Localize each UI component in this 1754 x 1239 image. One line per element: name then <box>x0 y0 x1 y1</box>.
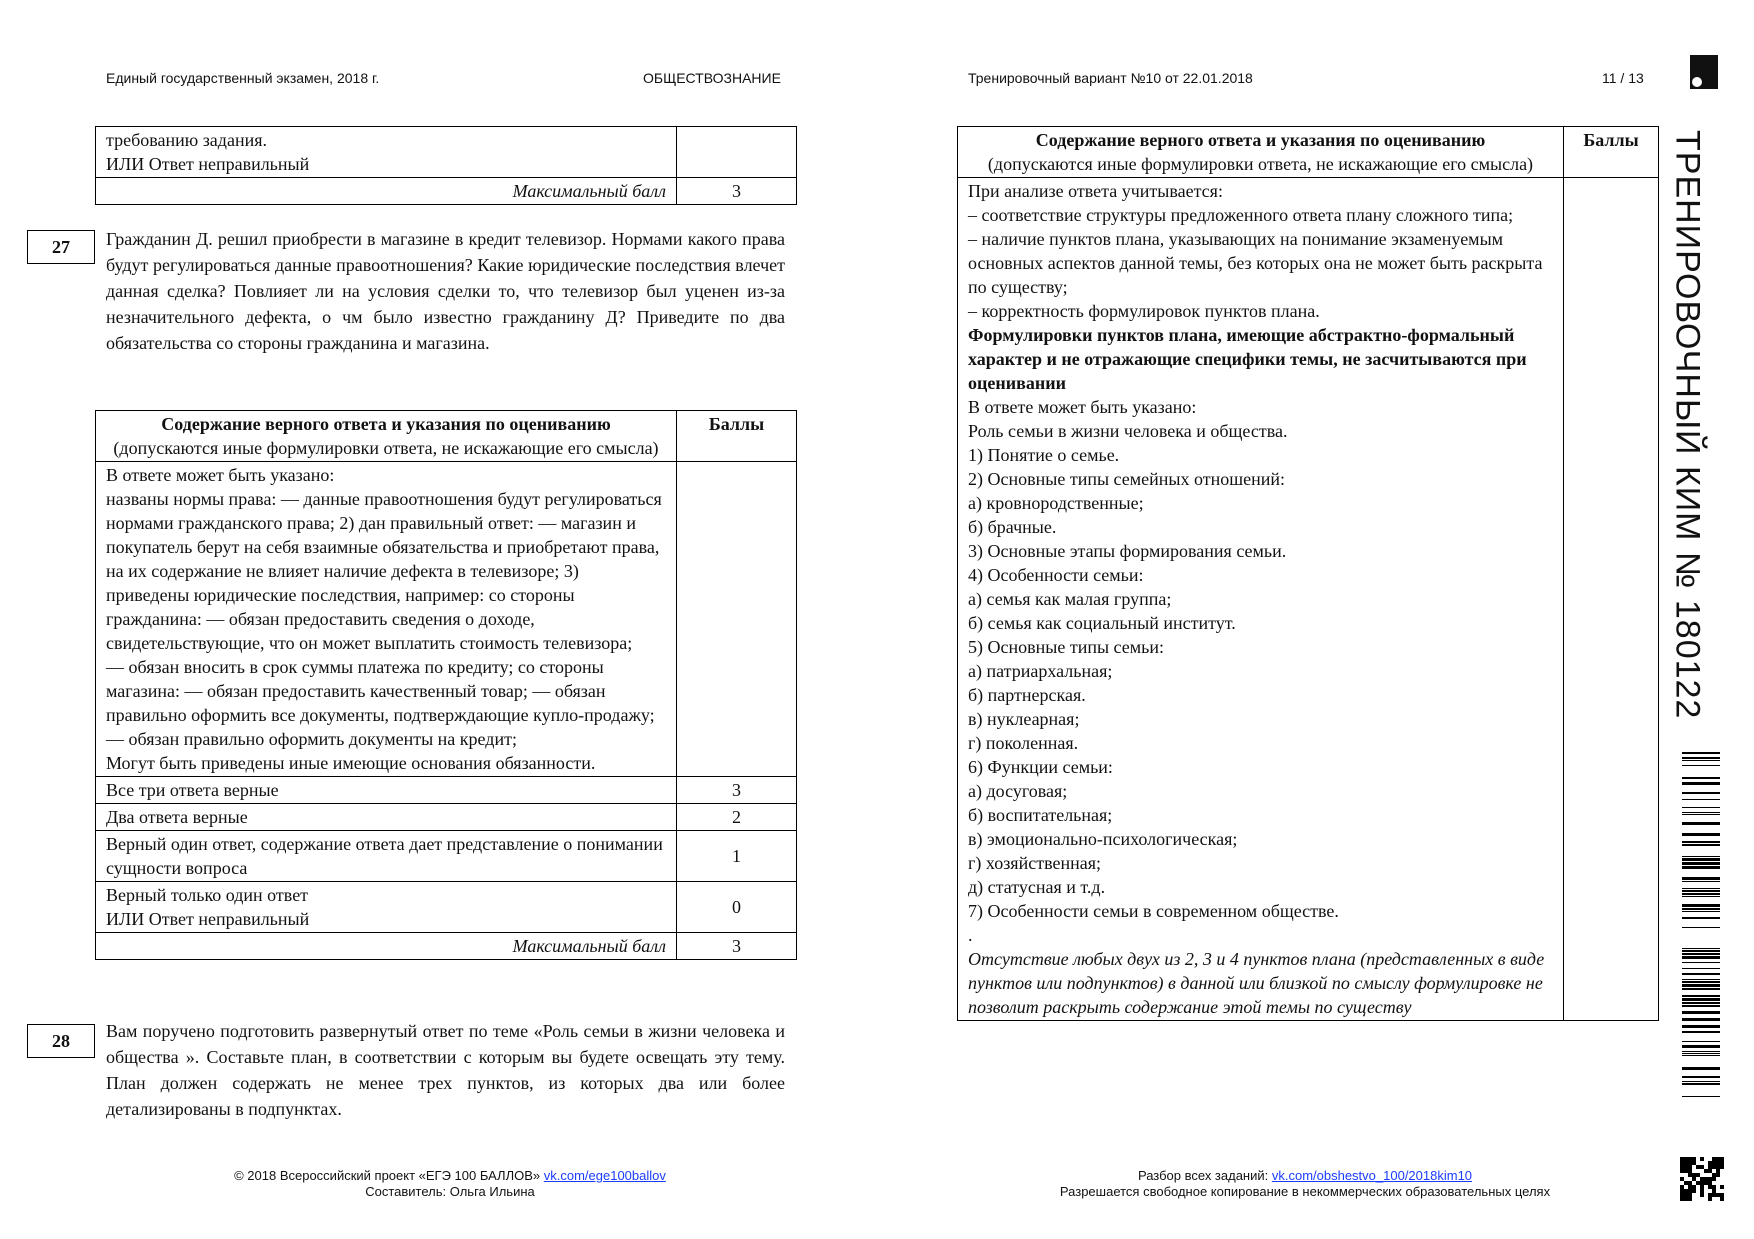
barcode-icon <box>1682 752 1720 1102</box>
score-row: Верный только один ответ ИЛИ Ответ неправильный 0 <box>96 882 797 933</box>
max-score-value: 3 <box>677 178 797 205</box>
score-row: Два ответа верные 2 <box>96 804 797 831</box>
task-28-text: Вам поручено подготовить развернутый ответ по теме «Роль семьи в жизни человека и общества ». Составьте план, в соответствии с которым вы будете освещать эту тему. План должен содержать не менее трех пунктов, из которых два или более детализированы в подпунктах. <box>106 1021 785 1119</box>
answer-content: При анализе ответа учитывается: – соответствие структуры предложенного ответа плану сложного типа; – наличие пунктов плана, указывающих на понимание экзаменуемым основных аспектов данной темы, без которых она не может быть раскрыта по существу; – корректность формулировок пунктов плана. Формулировки пунктов плана, имеющие абстрактно-формальный характер и не отражающие специфики темы, не засчитываются при оценивании В ответе может быть указано: Роль семьи в жизни человека и общества. 1) Понятие о семье. 2) Основные типы семейных отношений: а) кровнородственные; б) брачные. 3) Основные этапы формирования семьи. 4) Особенности семьи: а) семья как малая группа; б) семья как социальный институт. 5) Основные типы семьи: а) патриархальная; б) партнерская. в) нуклеарная; г) поколенная. 6) Функции семьи: а) досуговая; б) воспитательная; в) эмоционально-психологическая; г) хозяйственная; д) статусная и т.д. 7) Особенности семьи в современном обществе. . Отсутствие любых двух из 2, 3 и 4 пунктов плана (представленных в виде пунктов или подпунктов) в данной или близкой по смыслу формулировке не позволит раскрыть содержание этой темы по существу <box>958 178 1564 1021</box>
logo-icon <box>1690 55 1718 89</box>
bold-note: Формулировки пунктов плана, имеющие абстрактно-формальный характер и не отражающие специфики темы, не засчитываются при оценивании <box>968 325 1527 393</box>
page-number: 11 / 13 <box>1602 70 1644 86</box>
exam-title: Единый государственный экзамен, 2018 г. <box>106 70 380 86</box>
subject-title: ОБЩЕСТВОЗНАНИЕ <box>643 70 781 86</box>
max-score-value: 3 <box>677 933 797 960</box>
task-number-28: 28 <box>27 1024 95 1058</box>
task-27-text: Гражданин Д. решил приобрести в магазине в кредит телевизор. Нормами какого права будут регулироваться данные правоотношения? Какие юридические последствия влечет данная сделка? Повлияет ли на условия сделки то, что телевизор был уценен из-за незначительного дефекта, о чм было известно гражданину Д? Приведите по два обязательства со стороны гражданина и магазина. <box>106 229 785 353</box>
criteria-header: Содержание верного ответа и указания по оцениванию <box>161 414 611 434</box>
footer-vk-link[interactable]: vk.com/ege100ballov <box>543 1168 666 1183</box>
task-number-27: 27 <box>27 230 95 264</box>
footer-right: Разбор всех заданий: vk.com/obshestvo_100/2018kim10 Разрешается свободное копирование в некоммерческих образовательных целях <box>1059 1168 1551 1199</box>
points-header: Баллы <box>1564 127 1659 178</box>
prev-task-table: требованию задания. ИЛИ Ответ неправильный Максимальный балл 3 <box>95 126 797 205</box>
answer-content: В ответе может быть указано: названы нормы права: — данные правоотношения будут регулироваться нормами гражданского права; 2) дан правильный ответ: — магазин и покупатель берут на себя взаимные обязательства и приобретают права, на их содержание не влияет наличие дефекта в телевизоре; 3) приведены юридические последствия, например: со стороны гражданина: — обязан предоставить сведения о доходе, свидетельствующие, что он может выплатить стоимость телевизора; — обязан вносить в срок суммы платежа по кредиту; со стороны магазина: — обязан предоставить качественный товар; — обязан правильно оформить все документы, подтверждающие купло-продажу; — обязан правильно оформить документы на кредит; Могут быть приведены иные имеющие основания обязанности. <box>96 462 677 777</box>
task-27-criteria-table: Содержание верного ответа и указания по оцениванию (допускаются иные формулировки ответа, не искажающие его смысла) Баллы В ответе может быть указано: названы нормы права: — данные правоотношения будут регулироваться нормами гражданского права; 2) дан правильный ответ: — магазин и покупатель берут на себя взаимные обязательства и приобретают права, на их содержание не влияет наличие дефекта в телевизоре; 3) приведены юридические последствия, например: со стороны гражданина: — обязан предоставить сведения о доходе, свидетельствующие, что он может выплатить стоимость телевизора; — обязан вносить в срок суммы платежа по кредиту; со стороны магазина: — обязан предоставить качественный товар; — обязан правильно оформить все документы, подтверждающие купло-продажу; — обязан правильно оформить документы на кредит; Могут быть приведены иные имеющие основания обязанности. Все три ответа верные 3 Два ответа верные 2 Верный один ответ, содержание ответа дает представление о понимании сущности вопроса 1 Верный только один ответ ИЛИ Ответ неправильный 0 Максимальный балл 3 <box>95 410 797 960</box>
score-row: Все три ответа верные 3 <box>96 777 797 804</box>
italic-note: Отсутствие любых двух из 2, 3 и 4 пунктов плана (представленных в виде пунктов или подпунктов) в данной или близкой по смыслу формулировке не позволит раскрыть содержание этой темы по существу <box>968 949 1545 1017</box>
footer-analysis-link[interactable]: vk.com/obshestvo_100/2018kim10 <box>1271 1168 1473 1183</box>
variant-title: Тренировочный вариант №10 от 22.01.2018 <box>968 70 1253 86</box>
footer-left: © 2018 Всероссийский проект «ЕГЭ 100 БАЛЛОВ» vk.com/ege100ballov Составитель: Ольга Ильина <box>234 1168 666 1199</box>
qr-code-icon <box>1680 1157 1724 1201</box>
points-header: Баллы <box>677 411 797 462</box>
max-score-label: Максимальный балл <box>96 933 677 960</box>
max-score-label: Максимальный балл <box>96 178 677 205</box>
task-28-criteria-table: Содержание верного ответа и указания по оцениванию (допускаются иные формулировки ответа, не искажающие его смысла) Баллы При анализе ответа учитывается: – соответствие структуры предложенного ответа плану сложного типа; – наличие пунктов плана, указывающих на понимание экзаменуемым основных аспектов данной темы, без которых она не может быть раскрыта по существу; – корректность формулировок пунктов плана. Формулировки пунктов плана, имеющие абстрактно-формальный характер и не отражающие специфики темы, не засчитываются при оценивании В ответе может быть указано: Роль семьи в жизни человека и общества. 1) Понятие о семье. 2) Основные типы семейных отношений: а) кровнородственные; б) брачные. 3) Основные этапы формирования семьи. 4) Особенности семьи: а) семья как малая группа; б) семья как социальный институт. 5) Основные типы семьи: а) патриархальная; б) партнерская. в) нуклеарная; г) поколенная. 6) Функции семьи: а) досуговая; б) воспитательная; в) эмоционально-психологическая; г) хозяйственная; д) статусная и т.д. 7) Особенности семьи в современном обществе. . Отсутствие любых двух из 2, 3 и 4 пунктов плана (представленных в виде пунктов или подпунктов) в данной или близкой по смыслу формулировке не позволит раскрыть содержание этой темы по существу <box>957 126 1659 1021</box>
score-row: Верный один ответ, содержание ответа дает представление о понимании сущности вопроса 1 <box>96 831 797 882</box>
side-title: ТРЕНИРОВОЧНЫЙ КИМ № 180122 <box>1668 130 1707 720</box>
criteria-header: Содержание верного ответа и указания по оцениванию <box>1035 130 1486 150</box>
